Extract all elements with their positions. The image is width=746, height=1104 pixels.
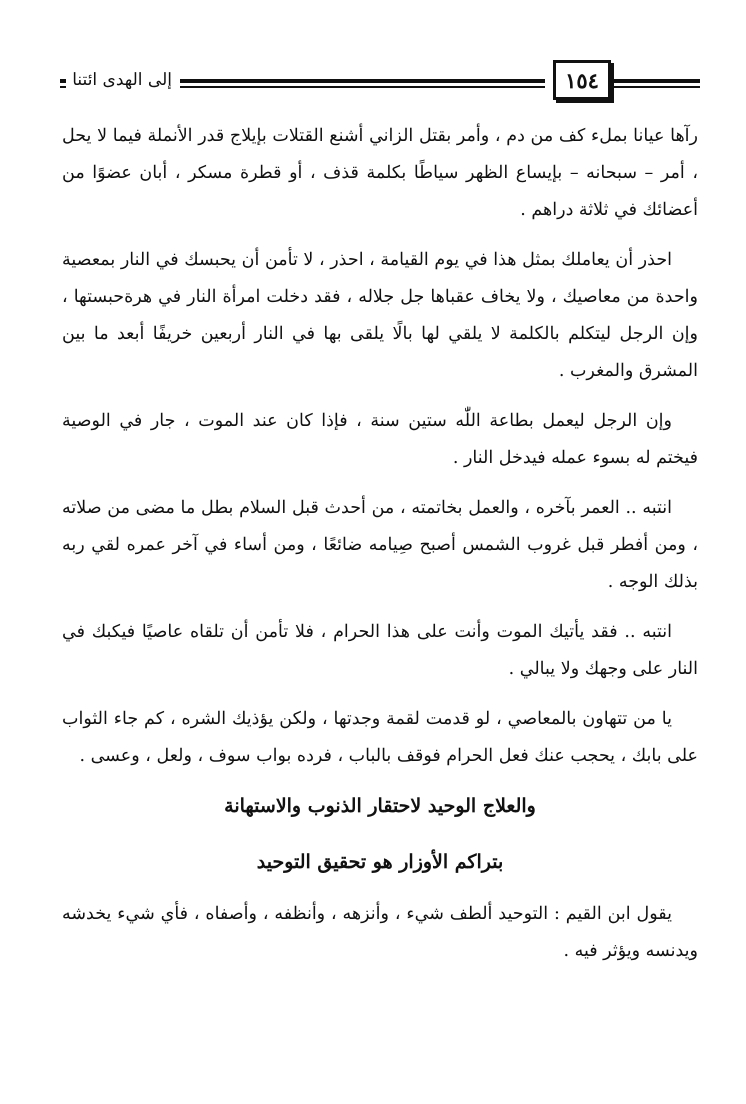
page-number: ١٥٤: [553, 60, 611, 100]
paragraph: رآها عيانا بملء كف من دم ، وأمر بقتل الزاني أشنع القتلات بإيلاج قدر الأنملة فيما لا يحل ، أمر – سبحانه – بإيساع الظهر سياطًا بكلمة قذف ، أو قطرة مسكر ، أبان عضوًا من أعضائك في ثلاثة دراهم .: [62, 126, 698, 220]
paragraph: احذر أن يعاملك بمثل هذا في يوم القيامة ، احذر ، لا تأمن أن يحبسك في النار بمعصية واحدة من معاصيك ، ولا يخاف عقباها جل جلاله ، فقد دخلت امرأة النار في هرةحبستها ، وإن الرجل ليتكلم بالكلمة لا يلقي لها بالًا يلقى بها في النار أربعين خريفًا أبعد ما بين المشرق والمغرب .: [62, 250, 698, 381]
paragraph: وإن الرجل ليعمل بطاعة اللّٰه ستين سنة ، فإذا كان عند الموت ، جار في الوصية فيختم له بسوء عمله فيدخل النار .: [62, 411, 698, 468]
running-header: [60, 56, 700, 106]
section-heading: والعلاج الوحيد لاحتقار الذنوب والاستهانة: [224, 795, 536, 817]
page-body: [62, 118, 698, 983]
paragraph: انتبه .. فقد يأتيك الموت وأنت على هذا الحرام ، فلا تأمن أن تلقاه عاصيًا فيكبك في النار على وجهك ولا يبالي .: [62, 622, 698, 679]
paragraph: يقول ابن القيم : التوحيد ألطف شيء ، وأنزهه ، وأنظفه ، وأصفاه ، فأي شيء يخدشه ويدنسه ويؤثر فيه .: [62, 904, 698, 961]
book-title: إلى الهدى ائتنا: [66, 68, 180, 92]
section-heading: بتراكم الأوزار هو تحقيق التوحيد: [256, 851, 504, 873]
header-rule-right: [612, 79, 700, 88]
paragraph: يا من تتهاون بالمعاصي ، لو قدمت لقمة وجدتها ، ولكن يؤذيك الشره ، كم جاء الثواب على بابك ، يحجب عنك فعل الحرام فوقف بالباب ، فرده بواب سوف ، ولعل ، وعسى .: [62, 709, 698, 766]
paragraph: انتبه .. العمر بآخره ، والعمل بخاتمته ، من أحدث قبل السلام بطل ما مضى من صلاته ، ومن أفطر قبل غروب الشمس أصبح صِيامه ضائعًا ، ومن أساء في آخر عمره لقي ربه بذلك الوجه .: [62, 498, 698, 592]
